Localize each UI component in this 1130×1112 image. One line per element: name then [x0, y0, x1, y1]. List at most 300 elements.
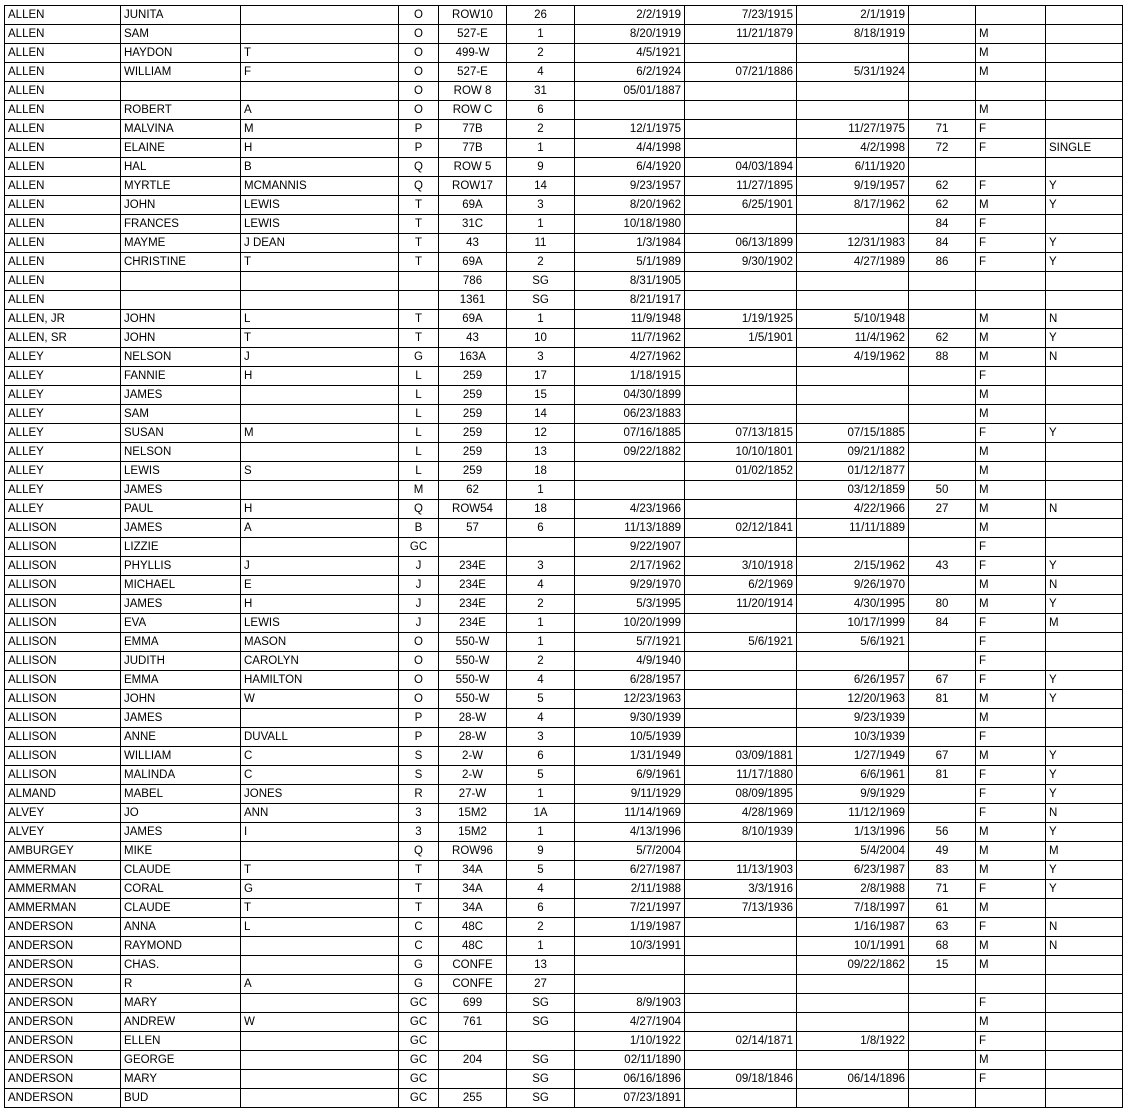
cell-lot: 234E: [439, 595, 507, 614]
cell-lot: 2-W: [439, 747, 507, 766]
cell-lot: 48C: [439, 937, 507, 956]
cell-birth-date: 1/5/1901: [685, 329, 797, 348]
cell-note: [1046, 44, 1123, 63]
cell-death-date: [797, 272, 909, 291]
cell-section: GC: [399, 538, 439, 557]
table-row: [5, 120, 1123, 139]
cell-death-date: 07/15/1885: [797, 424, 909, 443]
cell-age: [909, 709, 976, 728]
cell-sex: F: [976, 367, 1046, 386]
cell-death-date: [797, 291, 909, 310]
cell-death-date: [797, 386, 909, 405]
cell-sex: F: [976, 652, 1046, 671]
cell-burial-date: [575, 101, 685, 120]
table-row: [5, 519, 1123, 538]
cell-burial-date: 9/11/1929: [575, 785, 685, 804]
cell-first-name: JOHN: [121, 310, 241, 329]
cell-note: N: [1046, 348, 1123, 367]
cell-age: [909, 6, 976, 25]
cell-grave: 17: [507, 367, 575, 386]
cell-sex: [976, 975, 1046, 994]
table-row: [5, 633, 1123, 652]
cell-lot: 28-W: [439, 728, 507, 747]
cell-middle-name: [241, 1051, 399, 1070]
cell-section: G: [399, 348, 439, 367]
cell-grave: 3: [507, 348, 575, 367]
cell-middle-name: L: [241, 310, 399, 329]
cell-last-name: ALLEY: [5, 443, 121, 462]
cell-grave: 18: [507, 500, 575, 519]
cell-birth-date: [685, 481, 797, 500]
cell-death-date: [797, 215, 909, 234]
cell-lot: 77B: [439, 139, 507, 158]
cell-burial-date: 6/2/1924: [575, 63, 685, 82]
cell-sex: [976, 6, 1046, 25]
table-row: [5, 975, 1123, 994]
cell-first-name: MABEL: [121, 785, 241, 804]
cell-section: J: [399, 614, 439, 633]
cell-section: L: [399, 424, 439, 443]
cell-note: Y: [1046, 690, 1123, 709]
cell-sex: F: [976, 880, 1046, 899]
cell-note: N: [1046, 937, 1123, 956]
cell-middle-name: B: [241, 158, 399, 177]
table-row: [5, 329, 1123, 348]
table-row: [5, 1013, 1123, 1032]
cell-death-date: 5/31/1924: [797, 63, 909, 82]
cell-birth-date: [685, 975, 797, 994]
cell-grave: SG: [507, 994, 575, 1013]
cell-last-name: ALLEN: [5, 101, 121, 120]
cell-death-date: 11/4/1962: [797, 329, 909, 348]
cell-age: 62: [909, 177, 976, 196]
cell-death-date: 12/20/1963: [797, 690, 909, 709]
cell-sex: M: [976, 937, 1046, 956]
cell-age: [909, 633, 976, 652]
cell-sex: F: [976, 1070, 1046, 1089]
cell-burial-date: 4/27/1962: [575, 348, 685, 367]
cell-lot: 69A: [439, 196, 507, 215]
cell-middle-name: MCMANNIS: [241, 177, 399, 196]
cell-death-date: 9/9/1929: [797, 785, 909, 804]
table-row: [5, 1051, 1123, 1070]
cell-sex: F: [976, 918, 1046, 937]
cell-lot: 234E: [439, 576, 507, 595]
cell-middle-name: C: [241, 766, 399, 785]
cell-note: Y: [1046, 424, 1123, 443]
cell-sex: M: [976, 500, 1046, 519]
cell-death-date: 8/17/1962: [797, 196, 909, 215]
cell-grave: [507, 538, 575, 557]
cell-first-name: WILLIAM: [121, 63, 241, 82]
cell-first-name: JAMES: [121, 823, 241, 842]
cell-note: [1046, 1089, 1123, 1108]
cell-lot: [439, 538, 507, 557]
cell-sex: M: [976, 386, 1046, 405]
cell-last-name: ALLEN: [5, 253, 121, 272]
cell-grave: 13: [507, 443, 575, 462]
cell-birth-date: 07/13/1815: [685, 424, 797, 443]
cell-lot: 499-W: [439, 44, 507, 63]
cell-age: [909, 576, 976, 595]
cell-birth-date: 9/30/1902: [685, 253, 797, 272]
cell-middle-name: [241, 25, 399, 44]
table-row: [5, 994, 1123, 1013]
cell-middle-name: M: [241, 424, 399, 443]
cell-grave: 3: [507, 196, 575, 215]
table-row: [5, 899, 1123, 918]
cell-section: O: [399, 652, 439, 671]
cell-grave: 1: [507, 310, 575, 329]
cell-lot: [439, 1070, 507, 1089]
cell-first-name: MIKE: [121, 842, 241, 861]
cell-burial-date: 1/3/1984: [575, 234, 685, 253]
cell-middle-name: [241, 82, 399, 101]
cell-last-name: ANDERSON: [5, 937, 121, 956]
cell-death-date: 09/21/1882: [797, 443, 909, 462]
cell-middle-name: S: [241, 462, 399, 481]
table-row: [5, 196, 1123, 215]
cell-last-name: ANDERSON: [5, 1013, 121, 1032]
cell-age: 50: [909, 481, 976, 500]
cell-grave: 3: [507, 728, 575, 747]
table-row: [5, 405, 1123, 424]
cell-first-name: [121, 82, 241, 101]
cell-note: Y: [1046, 253, 1123, 272]
cell-sex: F: [976, 766, 1046, 785]
cell-age: 67: [909, 747, 976, 766]
cell-burial-date: 06/23/1883: [575, 405, 685, 424]
cell-birth-date: [685, 405, 797, 424]
cell-middle-name: L: [241, 918, 399, 937]
cell-death-date: 6/6/1961: [797, 766, 909, 785]
cell-lot: CONFE: [439, 956, 507, 975]
cell-note: Y: [1046, 177, 1123, 196]
cell-first-name: JOHN: [121, 196, 241, 215]
cell-first-name: NELSON: [121, 443, 241, 462]
cell-first-name: RAYMOND: [121, 937, 241, 956]
cell-section: O: [399, 633, 439, 652]
cell-birth-date: [685, 82, 797, 101]
cell-first-name: PAUL: [121, 500, 241, 519]
table-row: [5, 386, 1123, 405]
cell-birth-date: 6/25/1901: [685, 196, 797, 215]
cell-burial-date: 4/9/1940: [575, 652, 685, 671]
cell-lot: 43: [439, 234, 507, 253]
cell-grave: 6: [507, 747, 575, 766]
cell-death-date: [797, 367, 909, 386]
cell-last-name: ALLEN: [5, 139, 121, 158]
cell-lot: 69A: [439, 253, 507, 272]
cell-death-date: 9/26/1970: [797, 576, 909, 595]
cell-burial-date: 8/31/1905: [575, 272, 685, 291]
cell-death-date: 1/27/1949: [797, 747, 909, 766]
cell-age: 27: [909, 500, 976, 519]
table-row: [5, 101, 1123, 120]
cell-burial-date: 07/16/1885: [575, 424, 685, 443]
table-row: [5, 25, 1123, 44]
cell-sex: M: [976, 101, 1046, 120]
cell-section: S: [399, 747, 439, 766]
table-row: [5, 6, 1123, 25]
cell-death-date: [797, 994, 909, 1013]
cell-burial-date: 2/17/1962: [575, 557, 685, 576]
table-row: [5, 234, 1123, 253]
cell-birth-date: [685, 728, 797, 747]
cell-sex: F: [976, 557, 1046, 576]
cell-last-name: ALLISON: [5, 690, 121, 709]
cell-last-name: ALLEY: [5, 424, 121, 443]
cell-birth-date: [685, 994, 797, 1013]
cell-birth-date: 07/21/1886: [685, 63, 797, 82]
cell-lot: 34A: [439, 880, 507, 899]
cell-first-name: JAMES: [121, 386, 241, 405]
cell-note: [1046, 443, 1123, 462]
cell-note: SINGLE: [1046, 139, 1123, 158]
cell-sex: M: [976, 25, 1046, 44]
cell-lot: 786: [439, 272, 507, 291]
cell-sex: M: [976, 44, 1046, 63]
cell-last-name: ALLEY: [5, 348, 121, 367]
cell-grave: 12: [507, 424, 575, 443]
cell-birth-date: [685, 690, 797, 709]
cell-lot: 259: [439, 405, 507, 424]
cell-section: P: [399, 728, 439, 747]
cell-note: Y: [1046, 861, 1123, 880]
table-row: [5, 139, 1123, 158]
cell-grave: 1: [507, 937, 575, 956]
cell-first-name: EVA: [121, 614, 241, 633]
cell-birth-date: 04/03/1894: [685, 158, 797, 177]
cell-age: 80: [909, 595, 976, 614]
cell-grave: 5: [507, 861, 575, 880]
cell-last-name: ALMAND: [5, 785, 121, 804]
cell-note: [1046, 899, 1123, 918]
table-row: [5, 538, 1123, 557]
cell-last-name: ALLEY: [5, 462, 121, 481]
cell-birth-date: 6/2/1969: [685, 576, 797, 595]
cell-first-name: CHRISTINE: [121, 253, 241, 272]
table-row: [5, 443, 1123, 462]
cell-sex: M: [976, 842, 1046, 861]
cell-birth-date: 06/13/1899: [685, 234, 797, 253]
cell-note: M: [1046, 842, 1123, 861]
cell-middle-name: H: [241, 367, 399, 386]
cell-middle-name: [241, 709, 399, 728]
cell-birth-date: [685, 937, 797, 956]
cell-note: [1046, 215, 1123, 234]
cell-death-date: 11/27/1975: [797, 120, 909, 139]
cell-note: N: [1046, 310, 1123, 329]
cell-grave: 1: [507, 785, 575, 804]
cell-death-date: 4/22/1966: [797, 500, 909, 519]
cell-burial-date: 4/4/1998: [575, 139, 685, 158]
cell-sex: [976, 158, 1046, 177]
cell-sex: F: [976, 633, 1046, 652]
cell-grave: [507, 1032, 575, 1051]
cell-first-name: CLAUDE: [121, 861, 241, 880]
table-row: [5, 747, 1123, 766]
cell-lot: 259: [439, 367, 507, 386]
cell-section: GC: [399, 1070, 439, 1089]
cell-middle-name: A: [241, 101, 399, 120]
cell-burial-date: 10/3/1991: [575, 937, 685, 956]
cell-age: [909, 63, 976, 82]
cell-age: [909, 82, 976, 101]
cell-section: O: [399, 44, 439, 63]
cell-last-name: ALLISON: [5, 576, 121, 595]
cell-age: 62: [909, 329, 976, 348]
cell-first-name: MARY: [121, 994, 241, 1013]
cell-middle-name: E: [241, 576, 399, 595]
cell-note: [1046, 1032, 1123, 1051]
cell-section: G: [399, 975, 439, 994]
cell-first-name: GEORGE: [121, 1051, 241, 1070]
table-row: [5, 766, 1123, 785]
cell-sex: M: [976, 956, 1046, 975]
cell-note: [1046, 975, 1123, 994]
cell-death-date: [797, 405, 909, 424]
cell-note: [1046, 956, 1123, 975]
cell-birth-date: 5/6/1921: [685, 633, 797, 652]
cell-section: GC: [399, 1051, 439, 1070]
cell-age: 84: [909, 234, 976, 253]
cell-note: Y: [1046, 329, 1123, 348]
cell-lot: 15M2: [439, 823, 507, 842]
table-row: [5, 956, 1123, 975]
cell-birth-date: [685, 101, 797, 120]
cell-first-name: FRANCES: [121, 215, 241, 234]
cell-first-name: MICHAEL: [121, 576, 241, 595]
cell-section: T: [399, 196, 439, 215]
cell-middle-name: M: [241, 120, 399, 139]
cell-grave: 15: [507, 386, 575, 405]
cell-middle-name: T: [241, 329, 399, 348]
cell-burial-date: 8/21/1917: [575, 291, 685, 310]
cell-sex: M: [976, 1051, 1046, 1070]
cell-sex: M: [976, 1013, 1046, 1032]
cell-section: L: [399, 443, 439, 462]
cell-section: O: [399, 690, 439, 709]
cell-birth-date: [685, 120, 797, 139]
cell-grave: 9: [507, 842, 575, 861]
cell-sex: F: [976, 120, 1046, 139]
cell-death-date: 9/23/1939: [797, 709, 909, 728]
cell-grave: SG: [507, 1051, 575, 1070]
cell-lot: 550-W: [439, 652, 507, 671]
cell-last-name: ALLEN: [5, 25, 121, 44]
cell-age: 56: [909, 823, 976, 842]
table-row: [5, 728, 1123, 747]
cell-death-date: 11/12/1969: [797, 804, 909, 823]
cell-grave: 1: [507, 633, 575, 652]
cell-death-date: [797, 1051, 909, 1070]
cell-grave: 14: [507, 405, 575, 424]
cell-middle-name: G: [241, 880, 399, 899]
cell-first-name: NELSON: [121, 348, 241, 367]
cell-lot: 43: [439, 329, 507, 348]
cell-grave: 4: [507, 709, 575, 728]
cell-age: 62: [909, 196, 976, 215]
cell-middle-name: T: [241, 253, 399, 272]
cell-sex: [976, 291, 1046, 310]
cell-last-name: AMMERMAN: [5, 899, 121, 918]
cell-section: T: [399, 861, 439, 880]
cell-birth-date: [685, 215, 797, 234]
cell-burial-date: 9/29/1970: [575, 576, 685, 595]
cell-burial-date: 10/5/1939: [575, 728, 685, 747]
cell-burial-date: 4/13/1996: [575, 823, 685, 842]
cell-burial-date: 12/23/1963: [575, 690, 685, 709]
cell-sex: M: [976, 405, 1046, 424]
cell-grave: 14: [507, 177, 575, 196]
cell-section: M: [399, 481, 439, 500]
cell-burial-date: 02/11/1890: [575, 1051, 685, 1070]
cell-grave: 6: [507, 519, 575, 538]
cell-last-name: ALLEN: [5, 120, 121, 139]
cell-note: Y: [1046, 880, 1123, 899]
cell-grave: 10: [507, 329, 575, 348]
cell-age: 84: [909, 215, 976, 234]
cell-burial-date: 9/30/1939: [575, 709, 685, 728]
cell-birth-date: [685, 671, 797, 690]
cell-birth-date: 03/09/1881: [685, 747, 797, 766]
cell-burial-date: 5/3/1995: [575, 595, 685, 614]
cell-middle-name: A: [241, 975, 399, 994]
cell-age: 86: [909, 253, 976, 272]
cell-note: [1046, 538, 1123, 557]
cell-grave: SG: [507, 1070, 575, 1089]
cell-birth-date: [685, 367, 797, 386]
cell-burial-date: 5/7/2004: [575, 842, 685, 861]
cell-lot: 15M2: [439, 804, 507, 823]
cell-sex: M: [976, 348, 1046, 367]
cell-note: [1046, 120, 1123, 139]
cell-birth-date: 02/12/1841: [685, 519, 797, 538]
cell-age: 49: [909, 842, 976, 861]
cell-middle-name: [241, 994, 399, 1013]
table-row: [5, 918, 1123, 937]
cell-sex: M: [976, 196, 1046, 215]
cell-middle-name: LEWIS: [241, 196, 399, 215]
cell-birth-date: 09/18/1846: [685, 1070, 797, 1089]
cell-lot: 62: [439, 481, 507, 500]
cell-middle-name: F: [241, 63, 399, 82]
cell-burial-date: 4/23/1966: [575, 500, 685, 519]
cell-age: [909, 405, 976, 424]
cell-middle-name: J: [241, 557, 399, 576]
cell-section: T: [399, 310, 439, 329]
cell-section: GC: [399, 994, 439, 1013]
cell-burial-date: 8/20/1919: [575, 25, 685, 44]
cell-burial-date: 11/7/1962: [575, 329, 685, 348]
cell-middle-name: ANN: [241, 804, 399, 823]
cell-sex: [976, 272, 1046, 291]
cell-last-name: ANDERSON: [5, 1070, 121, 1089]
cell-burial-date: 12/1/1975: [575, 120, 685, 139]
cell-burial-date: 6/4/1920: [575, 158, 685, 177]
cell-lot: ROW10: [439, 6, 507, 25]
cell-last-name: ALLEN: [5, 82, 121, 101]
cell-last-name: ALLISON: [5, 557, 121, 576]
cell-middle-name: C: [241, 747, 399, 766]
cell-age: 81: [909, 690, 976, 709]
cell-grave: 5: [507, 766, 575, 785]
table-row: [5, 880, 1123, 899]
cell-birth-date: [685, 918, 797, 937]
cell-note: [1046, 1051, 1123, 1070]
cell-birth-date: 3/3/1916: [685, 880, 797, 899]
